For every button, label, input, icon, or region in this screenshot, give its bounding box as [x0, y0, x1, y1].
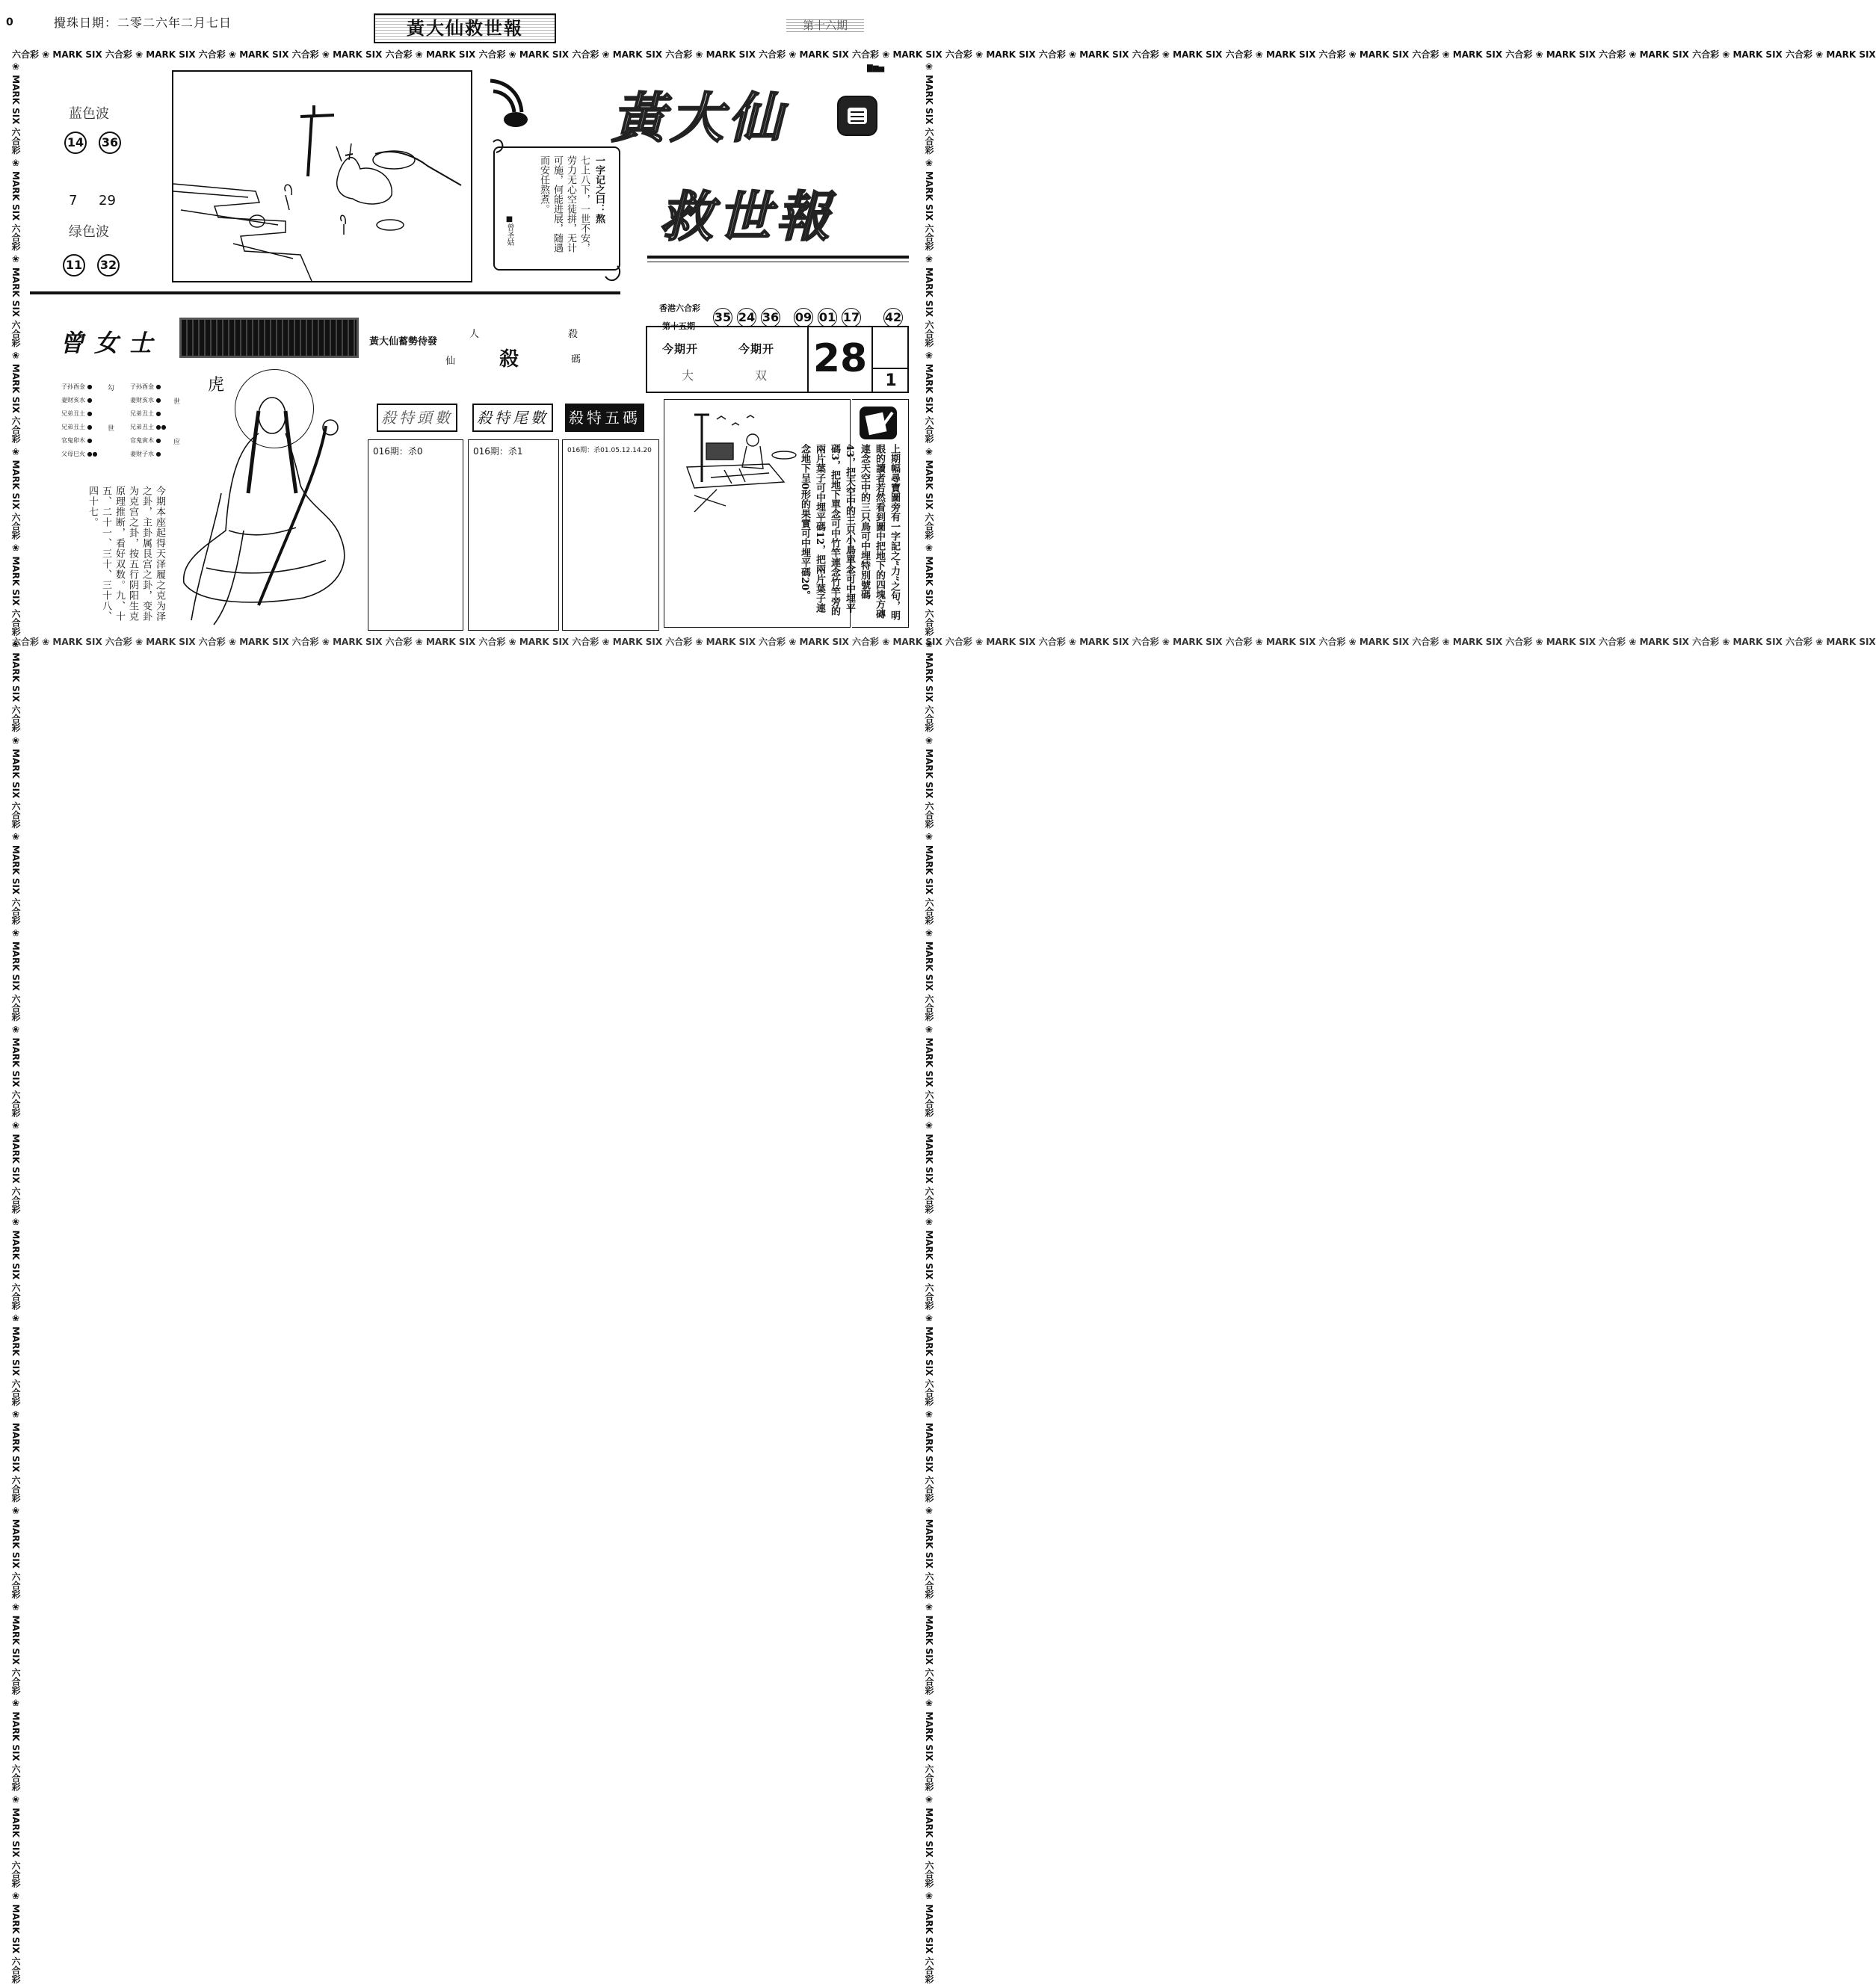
- hex-left-3: 兄弟丑土 ●: [61, 410, 93, 417]
- hex-right-2: 妻财亥水 ●: [130, 397, 161, 404]
- last-result-issue: 第十五期: [662, 321, 695, 331]
- banner-right: ❀ MARK SIX 六合彩 ❀ MARK SIX 六合彩 ❀ MARK SIX 六合彩 ❀ MARK SIX 六合彩 ❀ MARK SIX 六合彩 ❀ MARK SIX 六合彩 ❀ MARK SIX 六合彩 ❀ MARK SIX 六合彩 ❀ MARK SIX 六合彩 ❀ MARK SIX 六合彩 ❀ MARK SIX 六合彩 ❀ MARK SIX 六合彩 ❀ MARK SIX 六合彩 ❀ MARK SIX 六合彩 ❀ MARK SIX 六合彩 ❀ MARK SIX 六合彩 ❀ MARK SIX 六合彩 ❀ MARK SIX 六合彩 ❀ MARK SIX 六合彩 ❀ MARK SIX 六合彩: [924, 61, 934, 1984]
- banner-left: ❀ MARK SIX 六合彩 ❀ MARK SIX 六合彩 ❀ MARK SIX 六合彩 ❀ MARK SIX 六合彩 ❀ MARK SIX 六合彩 ❀ MARK SIX 六合彩 ❀ MARK SIX 六合彩 ❀ MARK SIX 六合彩 ❀ MARK SIX 六合彩 ❀ MARK SIX 六合彩 ❀ MARK SIX 六合彩 ❀ MARK SIX 六合彩 ❀ MARK SIX 六合彩 ❀ MARK SIX 六合彩 ❀ MARK SIX 六合彩 ❀ MARK SIX 六合彩 ❀ MARK SIX 六合彩 ❀ MARK SIX 六合彩 ❀ MARK SIX 六合彩 ❀ MARK SIX 六合彩: [10, 61, 21, 1984]
- tab-kill-head: 殺特頭數: [377, 404, 457, 432]
- hex-right-mark-2: 世: [173, 398, 181, 406]
- hex-left-4: 兄弟丑土 ●: [61, 424, 93, 430]
- blue-wave-label: 蓝色波: [69, 106, 109, 122]
- kill-box-tail: [468, 439, 559, 631]
- mini-logo: ▇▆▅: [867, 64, 885, 72]
- hex-left-mark-1: 勾: [108, 385, 115, 392]
- rabbit-scene-illustration: [173, 72, 471, 281]
- featured-small-number: 1: [873, 368, 909, 393]
- open-label-a: 今期开: [662, 342, 699, 356]
- tab-kill-tail: 殺特尾數: [472, 404, 553, 432]
- kill-box-head-text: 016期：杀0: [373, 446, 423, 457]
- title-art-line2: 救世報: [659, 185, 835, 248]
- pen-and-paper-icon: [860, 407, 897, 439]
- tab-kill-five: 殺特五碼: [565, 404, 644, 432]
- hex-right-6: 妻财子水 ●: [130, 451, 161, 457]
- lady-analysis-text: 今期本座起得天泽履之克为泽之卦，主卦属艮宫之卦，变卦为克宫之卦，按五行阴阳生克原理推断，看好双数。九、十五、二十一、三十、三十八、四十七。: [87, 486, 165, 622]
- kill-box-five-text: 016期：杀01.05.12.14.20: [567, 447, 652, 454]
- riddle-char-d: 碼: [571, 354, 581, 365]
- hex-right-mark-6: 应: [173, 439, 181, 446]
- treasure-hint-text: 上期幅尋寶圖旁有一字記之“力”之句，明眼的讀者若然看到圖中把地下的四塊方磚連念天空中的三只鳥可中埋特別號碼43，把天空中的三只小鳥單念可中埋平碼3，把地下單念可中竹竿連念竹竿旁的兩片葉子可中埋平碼12，把兩片葉子連念地下呈0形的果實可中埋平碼20。: [799, 444, 900, 620]
- hex-left-mark-4: 世: [108, 425, 115, 433]
- kill-box-tail-text: 016期：杀1: [473, 446, 523, 457]
- hex-left-2: 妻财亥水 ●: [61, 397, 93, 404]
- hex-left-1: 子孙酉金 ●: [61, 383, 93, 390]
- blue-ball-2: 36: [99, 132, 121, 154]
- riddle-char-a: 人: [469, 329, 480, 340]
- zodiac-label: 虎: [208, 376, 225, 395]
- hex-left-6: 父母巳火 ●●: [61, 451, 98, 457]
- treasure-picture: [172, 70, 472, 282]
- kill-box-head: [368, 439, 463, 631]
- obscured-banner: [179, 318, 359, 358]
- open-value-a: 大: [682, 368, 694, 383]
- hex-right-3: 兄弟丑土 ●: [130, 410, 161, 417]
- open-label-b: 今期开: [738, 342, 775, 356]
- plain-number-2: 29: [99, 193, 116, 208]
- page-number: 0: [6, 16, 13, 28]
- main-divider: [30, 291, 620, 294]
- plain-number-1: 7: [69, 193, 78, 208]
- banner-bottom: 六合彩 ❀ MARK SIX 六合彩 ❀ MARK SIX 六合彩 ❀ MARK SIX 六合彩 ❀ MARK SIX 六合彩 ❀ MARK SIX 六合彩 ❀ MARK SIX 六合彩 ❀ MARK SIX 六合彩 ❀ MARK SIX 六合彩 ❀ MARK SIX 六合彩 ❀ MARK SIX 六合彩 ❀ MARK SIX 六合彩 ❀ MARK SIX 六合彩 ❀ MARK SIX 六合彩 ❀ MARK SIX 六合彩 ❀ MARK SIX 六合彩 ❀ MARK SIX 六合彩 ❀ MARK SIX 六合彩 ❀ MARK SIX 六合彩 ❀ MARK SIX 六合彩 ❀ MARK SIX: [12, 637, 1876, 647]
- result-number-1: 35: [713, 308, 732, 327]
- lady-title: 曾女士: [60, 329, 164, 357]
- scroll-heading: 一字记之曰：熬: [593, 155, 605, 223]
- banner-top: 六合彩 ❀ MARK SIX 六合彩 ❀ MARK SIX 六合彩 ❀ MARK SIX 六合彩 ❀ MARK SIX 六合彩 ❀ MARK SIX 六合彩 ❀ MARK SIX 六合彩 ❀ MARK SIX 六合彩 ❀ MARK SIX 六合彩 ❀ MARK SIX 六合彩 ❀ MARK SIX 六合彩 ❀ MARK SIX 六合彩 ❀ MARK SIX 六合彩 ❀ MARK SIX 六合彩 ❀ MARK SIX 六合彩 ❀ MARK SIX 六合彩 ❀ MARK SIX 六合彩 ❀ MARK SIX 六合彩 ❀ MARK SIX 六合彩 ❀ MARK SIX 六合彩 ❀ MARK SIX: [12, 49, 1876, 60]
- seal-stamp-icon: [837, 96, 877, 136]
- title-art-line1: 黃大仙: [611, 86, 787, 149]
- issue-number: 第十六期: [786, 18, 864, 34]
- hex-right-5: 官鬼寅木 ●: [130, 437, 161, 444]
- last-result-label: 香港六合彩: [659, 303, 700, 313]
- scroll-curl-icon: [486, 135, 628, 290]
- middle-title: 黃大仙蓄勢待發: [369, 336, 438, 347]
- green-wave-label: 绿色波: [69, 224, 109, 240]
- kill-box-five: [562, 439, 659, 631]
- result-special-number: 42: [883, 308, 903, 327]
- hex-right-1: 子孙酉金 ●: [130, 383, 161, 390]
- kill-headline: 殺: [499, 348, 524, 371]
- result-number-2: 24: [737, 308, 756, 327]
- green-ball-1: 11: [63, 254, 85, 276]
- hex-right-4: 兄弟丑土 ●●: [130, 424, 167, 430]
- riddle-char-c: 仙: [445, 356, 456, 367]
- scroll-poem: 七上八下，一世不安，劳力无心空徒拼，无计可施，何能进展，随遇而安任熬煮。: [538, 155, 590, 253]
- riddle-char-b: 殺: [568, 329, 578, 340]
- hex-left-5: 官鬼卯木 ●: [61, 437, 93, 444]
- title-divider: [647, 256, 909, 259]
- immortal-figure-illustration: [176, 381, 356, 628]
- open-value-b: 双: [755, 368, 768, 383]
- scroll-author: ■曾圣姑: [505, 215, 513, 246]
- result-number-4: 09: [794, 308, 813, 327]
- featured-number: 28: [807, 326, 873, 393]
- masthead: 黃大仙救世報: [374, 13, 556, 43]
- green-ball-2: 32: [97, 254, 120, 276]
- result-number-5: 01: [818, 308, 837, 327]
- draw-date: 攪珠日期：二零二六年二月七日: [54, 16, 232, 30]
- result-number-3: 36: [761, 308, 780, 327]
- result-number-6: 17: [842, 308, 861, 327]
- blue-ball-1: 14: [64, 132, 87, 154]
